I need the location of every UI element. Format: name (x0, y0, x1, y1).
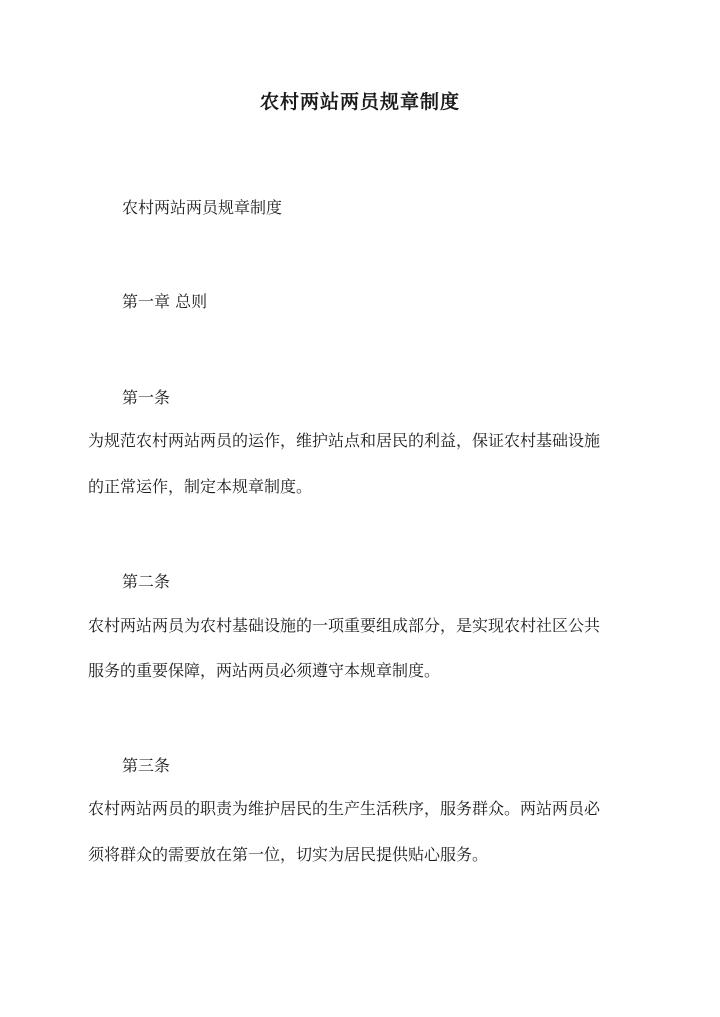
article-2-line-1: 农村两站两员为农村基础设施的一项重要组成部分，是实现农村社区公共 (88, 616, 601, 635)
document-title: 农村两站两员规章制度 (259, 91, 460, 113)
article-3-line-1: 农村两站两员的职责为维护居民的生产生活秩序，服务群众。两站两员必 (88, 799, 601, 818)
document-subtitle: 农村两站两员规章制度 (122, 198, 283, 217)
article-3-heading: 第三条 (122, 756, 171, 775)
article-2-heading: 第二条 (122, 572, 171, 591)
article-1-line-2: 的正常运作，制定本规章制度。 (88, 477, 313, 496)
article-1-heading: 第一条 (122, 388, 171, 407)
article-3-line-2: 须将群众的需要放在第一位，切实为居民提供贴心服务。 (88, 845, 489, 864)
article-2-line-2: 服务的重要保障，两站两员必须遵守本规章制度。 (88, 661, 441, 680)
chapter-heading: 第一章 总则 (122, 292, 208, 311)
article-1-line-1: 为规范农村两站两员的运作，维护站点和居民的利益，保证农村基础设施 (88, 431, 601, 450)
